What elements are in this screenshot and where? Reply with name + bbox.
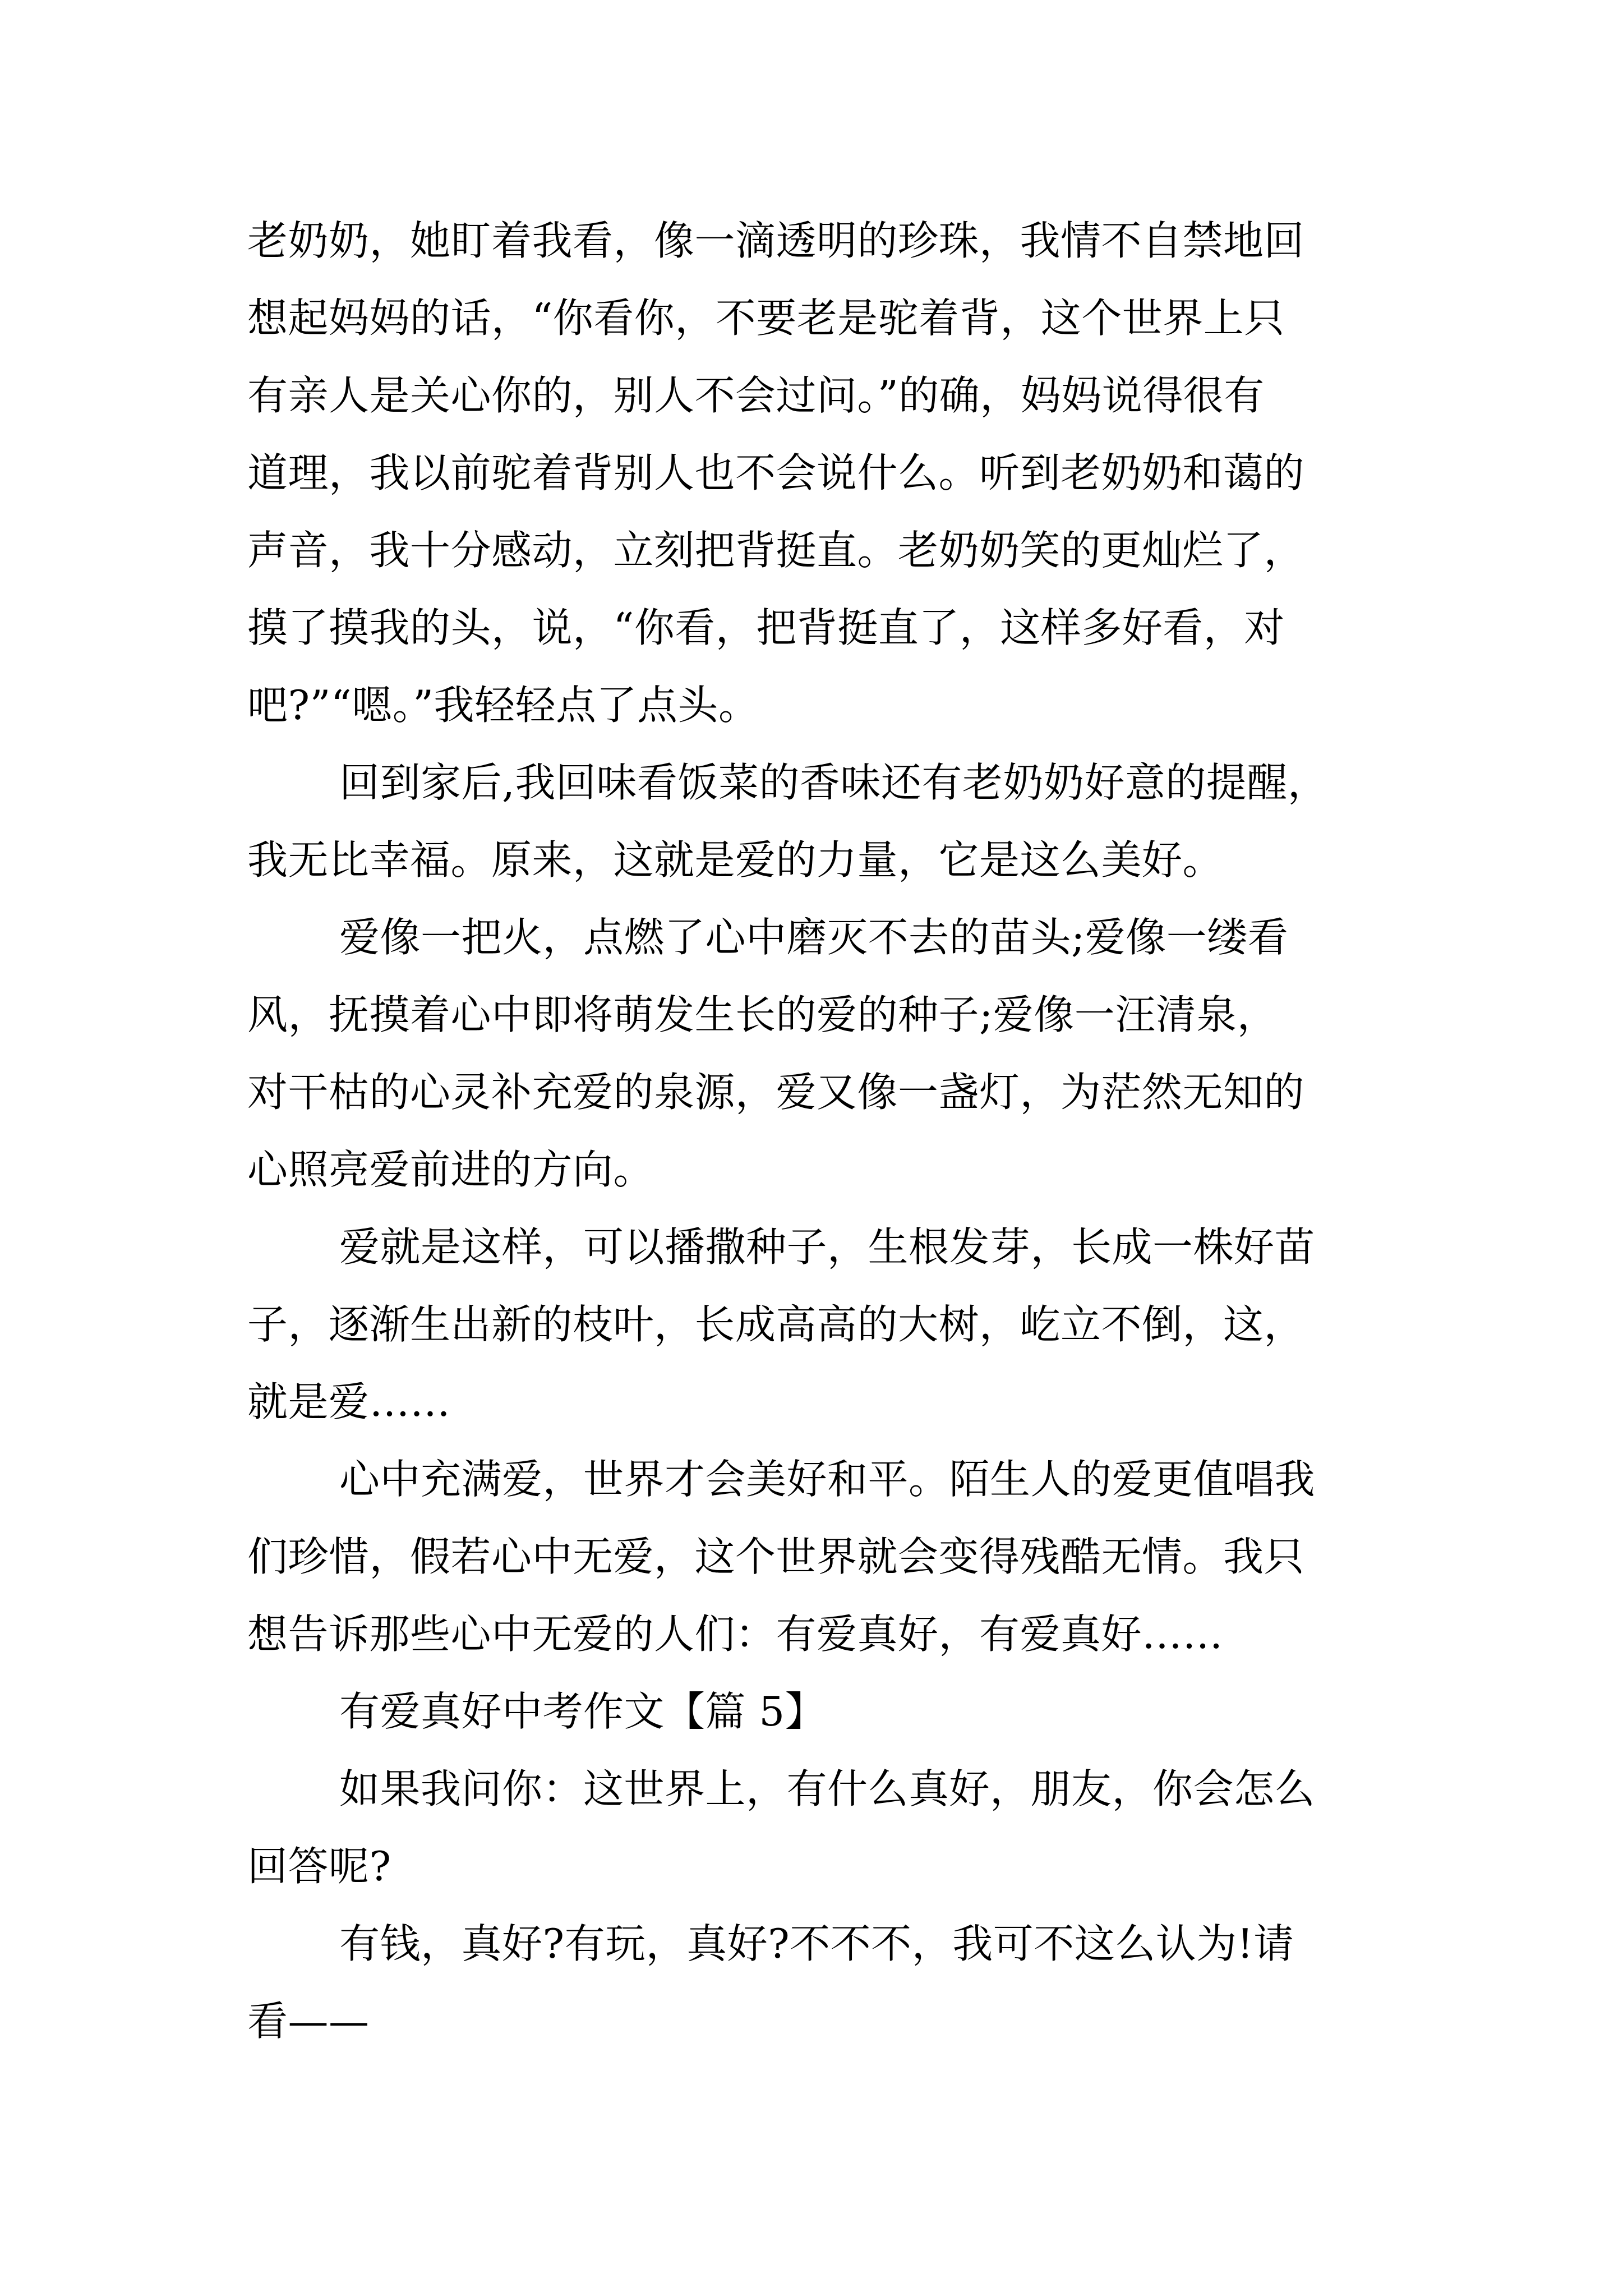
text-line-22: 回答呢? xyxy=(247,1843,391,1890)
text-line-15: 子，逐渐生出新的枝叶，长成高高的大树，屹立不倒，这， xyxy=(247,1301,1305,1348)
text-line-2: 想起妈妈的话，“你看你，不要老是驼着背，这个世界上只 xyxy=(247,295,1285,342)
text-line-18: 们珍惜，假若心中无爱，这个世界就会变得残酷无情。我只 xyxy=(247,1533,1305,1580)
text-line-3: 有亲人是关心你的，别人不会过问。”的确，妈妈说得很有 xyxy=(247,372,1265,419)
text-line-11: 风，抚摸着心中即将萌发生长的爱的种子;爱像一汪清泉， xyxy=(247,991,1278,1038)
text-line-16: 就是爱…… xyxy=(247,1378,451,1425)
text-line-21: 如果我问你：这世界上，有什么真好，朋友，你会怎么 xyxy=(339,1765,1316,1812)
text-line-10: 爱像一把火，点燃了心中磨灭不去的苗头;爱像一缕看 xyxy=(339,914,1289,961)
section-heading: 有爱真好中考作文【篇 5】 xyxy=(339,1688,826,1735)
text-line-17: 心中充满爱，世界才会美好和平。陌生人的爱更值唱我 xyxy=(339,1456,1316,1503)
text-line-13: 心照亮爱前进的方向。 xyxy=(247,1146,654,1193)
text-line-9: 我无比幸福。原来，这就是爱的力量，它是这么美好。 xyxy=(247,836,1224,884)
text-line-12: 对干枯的心灵补充爱的泉源，爱又像一盏灯，为茫然无知的 xyxy=(247,1069,1305,1116)
text-line-7: 吧?”“嗯。”我轻轻点了点头。 xyxy=(247,682,759,729)
text-line-8: 回到家后,我回味看饭菜的香味还有老奶奶好意的提醒， xyxy=(339,759,1329,806)
text-line-5: 声音，我十分感动，立刻把背挺直。老奶奶笑的更灿烂了， xyxy=(247,527,1305,574)
text-line-14: 爱就是这样，可以播撒种子，生根发芽，长成一株好苗 xyxy=(339,1223,1316,1271)
text-line-1: 老奶奶，她盯着我看，像一滴透明的珍珠，我情不自禁地回 xyxy=(247,217,1305,264)
text-line-4: 道理，我以前驼着背别人也不会说什么。听到老奶奶和蔼的 xyxy=(247,449,1305,496)
text-line-19: 想告诉那些心中无爱的人们：有爱真好，有爱真好…… xyxy=(247,1611,1224,1658)
text-line-24: 看—— xyxy=(247,1998,370,2045)
text-line-6: 摸了摸我的头，说，“你看，把背挺直了，这样多好看，对 xyxy=(247,604,1285,651)
text-line-23: 有钱，真好?有玩，真好?不不不，我可不这么认为!请 xyxy=(339,1920,1294,1967)
article-body xyxy=(247,202,1403,2060)
